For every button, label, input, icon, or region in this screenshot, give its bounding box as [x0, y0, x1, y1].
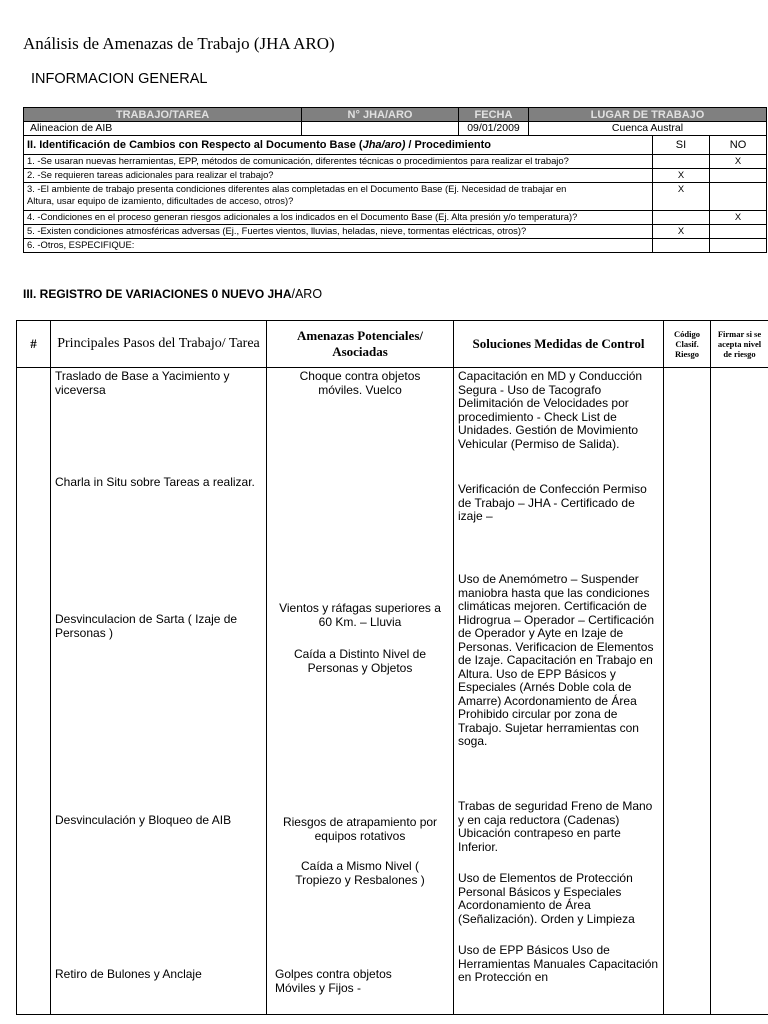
registro-table [16, 320, 768, 1015]
question-si: X [653, 183, 710, 211]
amenaza-item: Caída a Distinto Nivel de Personas y Objetos [293, 647, 427, 675]
solucion-item: Capacitación en MD y Conducción Segura - Uso de Tacografo Delimitación de Velocidades por procedimiento - Check List de Unidades. Gestión de Movimiento Vehicular (Permiso de Salida). [458, 369, 643, 451]
col-firmar-header: Firmar si se acepta nivel de riesgo [711, 321, 768, 368]
question-text: 1. -Se usaran nuevas herramientas, EPP, métodos de comunicación, diferentes técnicas o procedimientos para realizar el trabajo? [24, 155, 653, 169]
si-header: SI [653, 136, 710, 155]
question-text: 2. -Se requieren tareas adicionales para realizar el trabajo? [24, 169, 653, 183]
question-no: X [710, 155, 767, 169]
question-no [710, 183, 767, 211]
solucion-item: Uso de Elementos de Protección Personal Básicos y Especiales Acordonamiento de Área (Señalización). Orden y Limpieza [458, 871, 635, 926]
num-cell [17, 368, 51, 1015]
amenaza-item: Choque contra objetos móviles. Vuelco [299, 369, 421, 397]
paso-item: Retiro de Bulones y Anclaje [55, 967, 202, 981]
section2-header-row [24, 136, 767, 155]
col-pasos-header: Principales Pasos del Trabajo/ Tarea [51, 321, 267, 368]
col-num-header: # [17, 321, 51, 368]
registro-body-row [17, 368, 768, 1015]
question-no [710, 225, 767, 239]
no-header: NO [710, 136, 767, 155]
question-row [24, 211, 767, 225]
question-si [653, 211, 710, 225]
solucion-item: Uso de Anemómetro – Suspender maniobra hasta que las condiciones climáticas mejoren. Certificación de Hidrogrua – Operador – Certificación de Operador y Ayte en Izaje de Personas. Verificacion de Elementos de Izaje. Capacitación en Trabajo en Altura. Uso de EPP Básicos y Especiales (Arnés Doble cola de Amarre) Acordonamiento de Área Prohibido circular por zona de Trabajo. Sujetar herramientas con soga. [458, 572, 655, 748]
question-text: 5. -Existen condiciones atmosféricas adversas (Ej., Fuertes vientos, lluvias, heladas, nieve, tormentas eléctricas, otros)? [24, 225, 653, 239]
general-data-row [24, 122, 767, 136]
jha-value [302, 122, 459, 136]
col-soluciones-header: Soluciones Medidas de Control [454, 321, 664, 368]
lugar-value: Cuenca Austral [529, 122, 767, 136]
question-row [24, 183, 767, 211]
question-si [653, 155, 710, 169]
amenaza-item: Vientos y ráfagas superiores a 60 Km. – Lluvia [279, 601, 441, 629]
question-text: 3. -El ambiente de trabajo presenta condiciones diferentes alas completadas en el Documento Base (Ej. Necesidad de trabajar en Altura, usar equipo de izamiento, dificultades de acceso, otros)? [24, 183, 653, 211]
amenazas-cell [267, 368, 454, 1015]
question-no: X [710, 211, 767, 225]
registro-header-row [17, 321, 768, 368]
solucion-item: Trabas de seguridad Freno de Mano y en caja reductora (Cadenas) Ubicación contrapeso en parte Inferior. [458, 799, 653, 854]
header-lugar: LUGAR DE TRABAJO [529, 108, 767, 122]
trabajo-value: Alineacion de AIB [24, 122, 302, 136]
question-row [24, 225, 767, 239]
question-si: X [653, 169, 710, 183]
general-info-heading: INFORMACION GENERAL [31, 71, 208, 87]
header-fecha: FECHA [459, 108, 529, 122]
pasos-cell [51, 368, 267, 1015]
solucion-item: Uso de EPP Básicos Uso de Herramientas Manuales Capacitación en Protección en [458, 943, 659, 984]
question-si [653, 239, 710, 253]
amenaza-item: Riesgos de atrapamiento por equipos rotativos [282, 815, 438, 843]
soluciones-cell [454, 368, 664, 1015]
document-title: Análisis de Amenazas de Trabajo (JHA ARO) [23, 34, 335, 53]
question-no [710, 169, 767, 183]
firmar-cell [711, 368, 768, 1015]
paso-item: Desvinculacion de Sarta ( Izaje de Personas ) [55, 612, 238, 640]
col-amenazas-header: Amenazas Potenciales/ Asociadas [267, 321, 454, 368]
paso-item: Charla in Situ sobre Tareas a realizar. [55, 475, 255, 489]
solucion-item: Verificación de Confección Permiso de Trabajo – JHA - Certificado de izaje – [458, 482, 647, 523]
section3-title: III. REGISTRO DE VARIACIONES 0 NUEVO JHA/ARO [23, 287, 323, 301]
question-si: X [653, 225, 710, 239]
question-row [24, 155, 767, 169]
question-text: 4. -Condiciones en el proceso generan riesgos adicionales a los indicados en el Documento Base (Ej. Alta presión y/o temperatura)? [24, 211, 653, 225]
general-info-table [23, 107, 767, 253]
question-row [24, 169, 767, 183]
question-no [710, 239, 767, 253]
question-row [24, 239, 767, 253]
amenaza-item: Golpes contra objetos Móviles y Fijos - [275, 967, 392, 995]
question-text: 6. -Otros, ESPECIFIQUE: [24, 239, 653, 253]
header-jha: N° JHA/ARO [302, 108, 459, 122]
header-trabajo: TRABAJO/TAREA [24, 108, 302, 122]
general-header-row [24, 108, 767, 122]
amenaza-item: Caída a Mismo Nivel ( Tropiezo y Resbalones ) [295, 859, 425, 887]
section2-title: II. Identificación de Cambios con Respecto al Documento Base (Jha/aro) / Procedimiento [24, 136, 653, 155]
paso-item: Desvinculación y Bloqueo de AIB [55, 813, 232, 827]
codigo-cell [664, 368, 711, 1015]
col-codigo-header: Código Clasif. Riesgo [664, 321, 711, 368]
fecha-value: 09/01/2009 [459, 122, 529, 136]
paso-item: Traslado de Base a Yacimiento y viceversa [55, 369, 230, 397]
